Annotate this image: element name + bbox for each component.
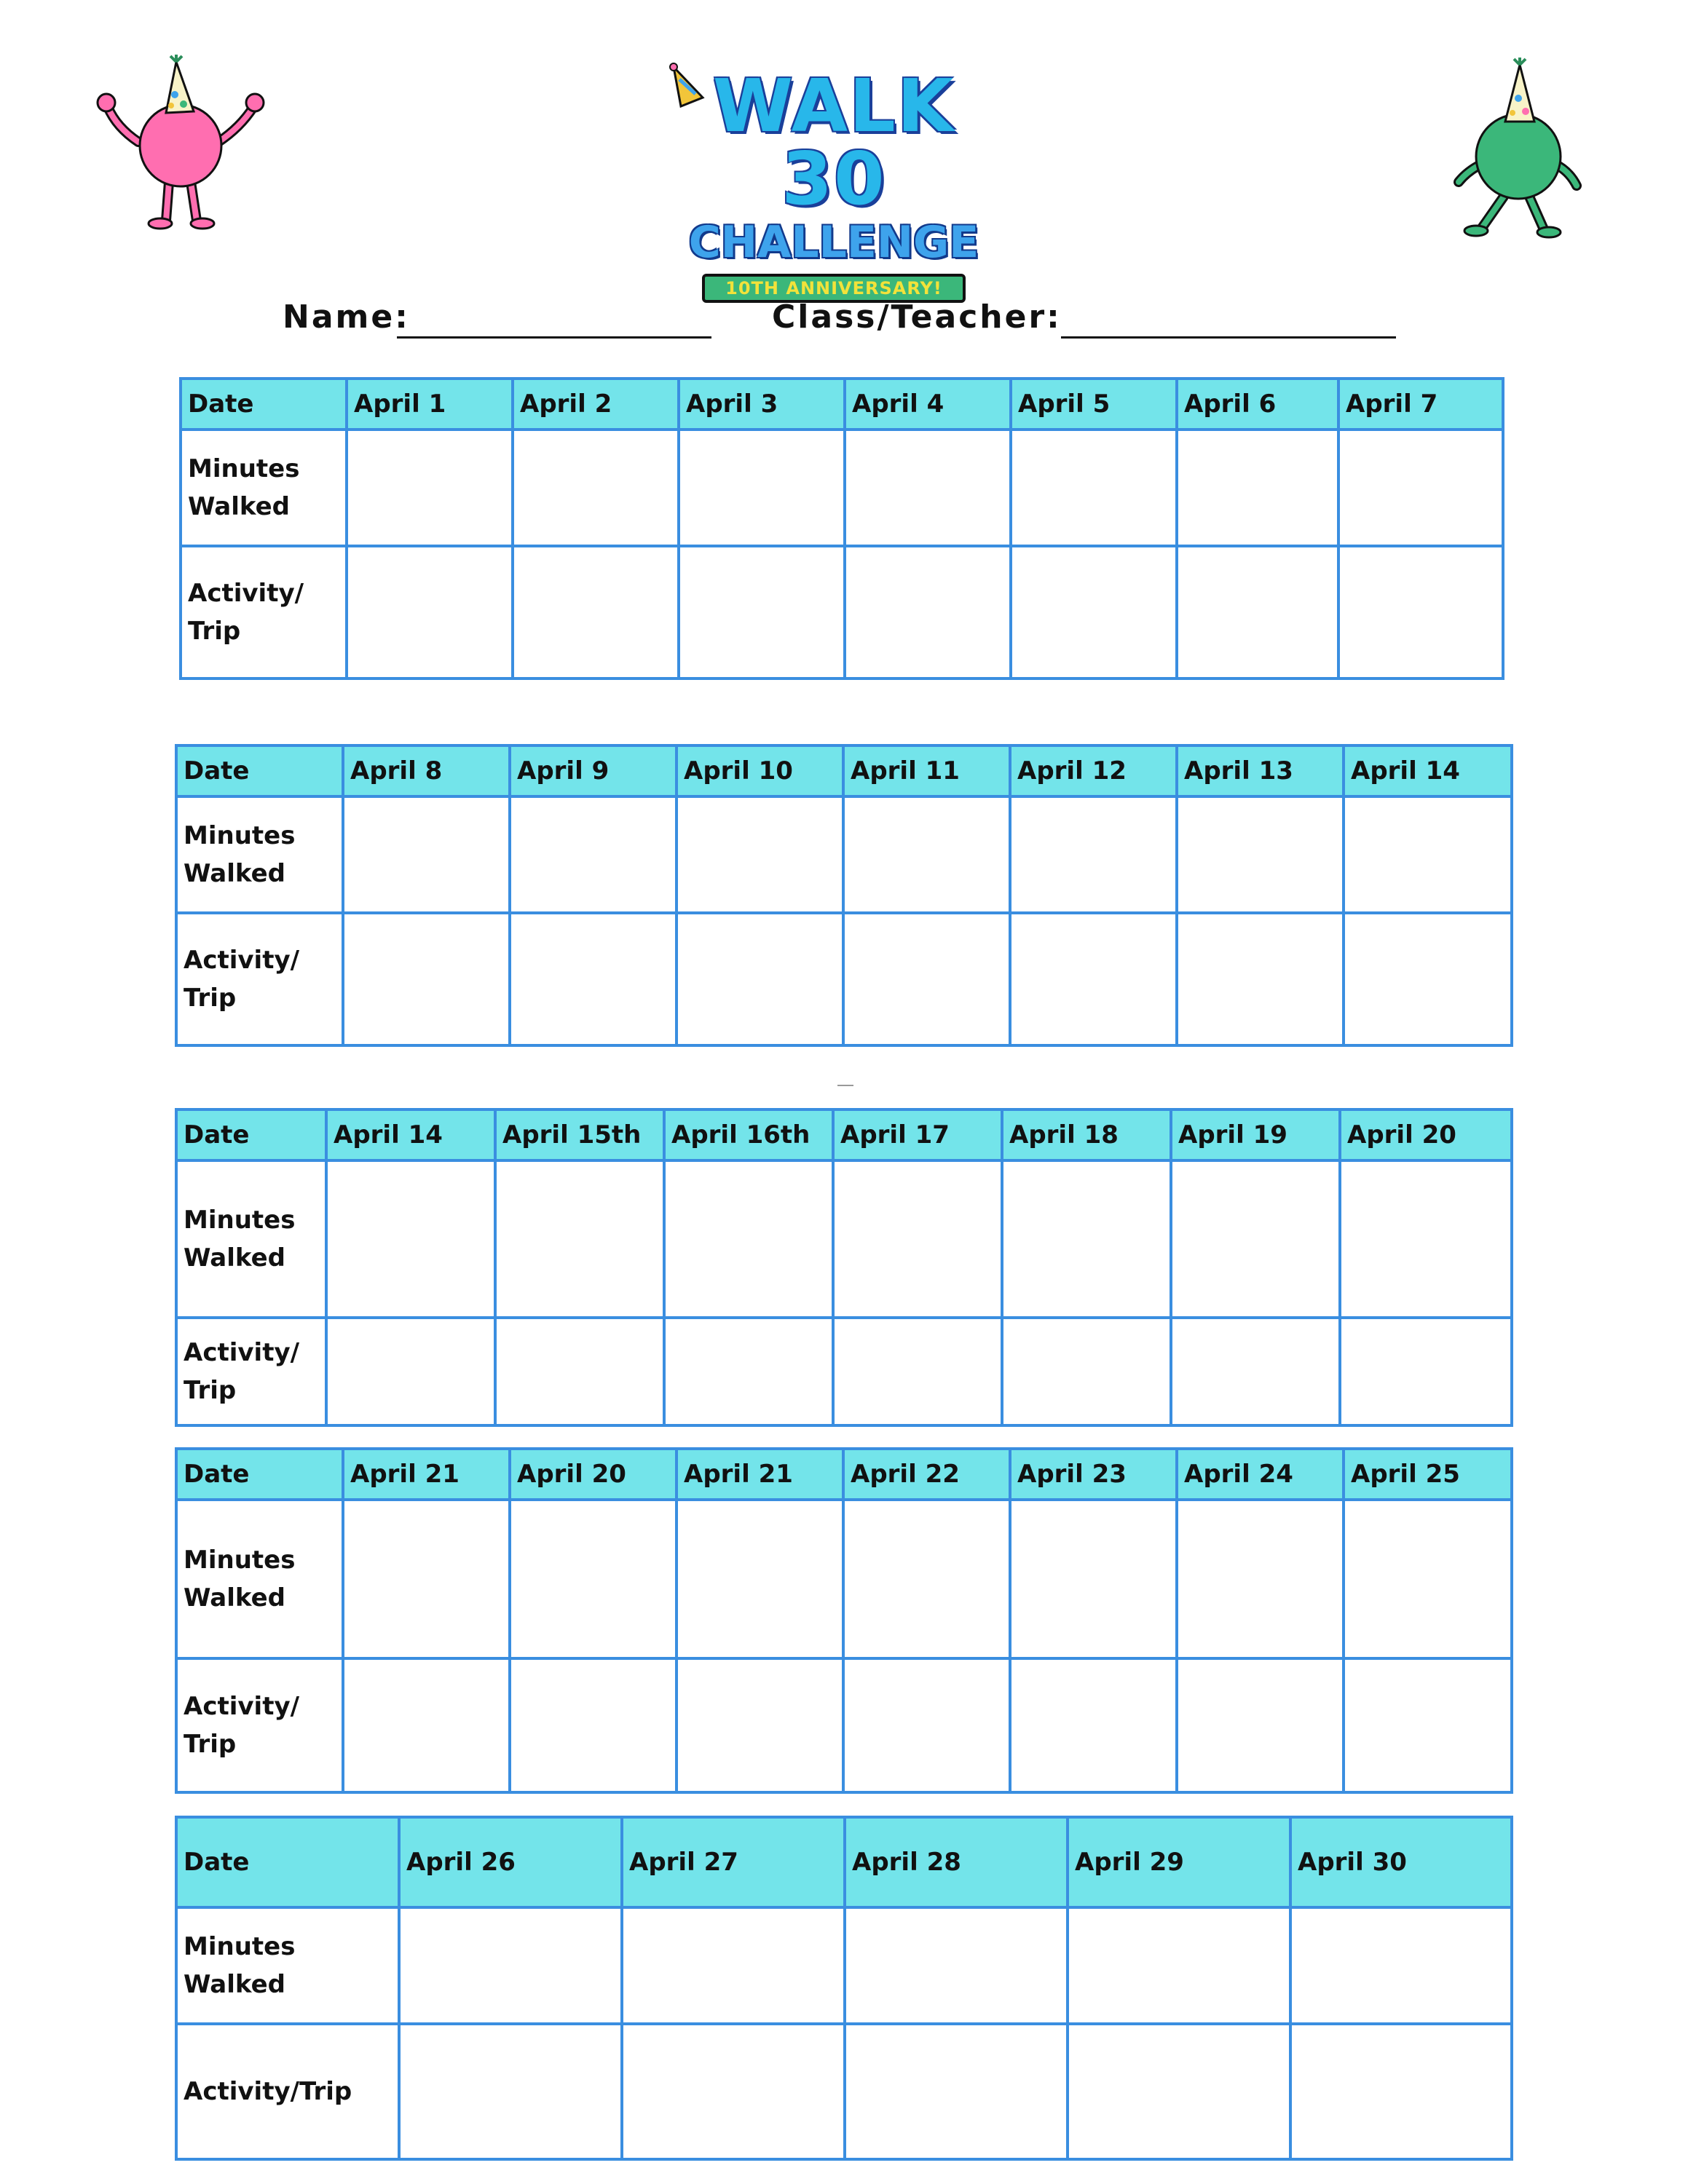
minutes-walked-label: Minutes Walked [176,796,343,913]
date-label: Date [176,1109,326,1160]
activity-cell[interactable] [1177,546,1338,678]
date-header: April 24 [1177,1449,1344,1500]
date-header: April 2 [513,379,679,430]
date-header: April 21 [343,1449,510,1500]
date-header: April 20 [510,1449,677,1500]
date-header: April 9 [510,745,677,796]
minutes-cell[interactable] [1002,1160,1171,1318]
activity-cell[interactable] [1344,913,1512,1045]
date-label: Date [181,379,347,430]
activity-cell[interactable] [343,1658,510,1792]
divider [837,1085,853,1086]
green-mascot-icon [1446,55,1591,244]
date-header: April 29 [1068,1817,1290,1907]
activity-cell[interactable] [664,1318,833,1425]
minutes-walked-label: Minutes Walked [181,430,347,546]
activity-cell[interactable] [677,913,843,1045]
date-header: April 14 [326,1109,495,1160]
date-header: April 30 [1290,1817,1512,1907]
activity-cell[interactable] [510,1658,677,1792]
activity-cell[interactable] [510,913,677,1045]
minutes-cell[interactable] [495,1160,664,1318]
date-header: April 10 [677,745,843,796]
minutes-walked-label: Minutes Walked [176,1907,399,2024]
date-header: April 25 [1344,1449,1512,1500]
date-header: April 5 [1011,379,1177,430]
logo-title: WALK 30 [712,63,955,221]
date-header: April 28 [845,1817,1068,1907]
date-header: April 18 [1002,1109,1171,1160]
activity-trip-label: Activity/ Trip [181,546,347,678]
date-header: April 12 [1010,745,1177,796]
minutes-cell[interactable] [622,1907,845,2024]
minutes-cell[interactable] [326,1160,495,1318]
activity-cell[interactable] [1290,2024,1512,2159]
date-header: April 19 [1171,1109,1340,1160]
activity-trip-label: Activity/Trip [176,2024,399,2159]
date-label: Date [176,1449,343,1500]
minutes-cell[interactable] [343,1500,510,1658]
activity-trip-label: Activity/ Trip [176,1318,326,1425]
log-table-week-1 [179,377,1504,680]
date-header: April 8 [343,745,510,796]
activity-cell[interactable] [1338,546,1503,678]
date-header: April 4 [845,379,1011,430]
activity-cell[interactable] [343,913,510,1045]
date-header: April 17 [833,1109,1002,1160]
minutes-cell[interactable] [347,430,513,546]
activity-cell[interactable] [1177,913,1344,1045]
log-table-week-5 [175,1816,1513,2161]
minutes-cell[interactable] [833,1160,1002,1318]
activity-cell[interactable] [347,546,513,678]
date-header: April 14 [1344,745,1512,796]
walk30-logo [659,57,1009,298]
minutes-cell[interactable] [1344,1500,1512,1658]
class-teacher-field[interactable] [1061,336,1396,339]
activity-cell[interactable] [1177,1658,1344,1792]
student-info-fields [0,298,1688,349]
minutes-cell[interactable] [513,430,679,546]
activity-cell[interactable] [845,2024,1068,2159]
minutes-cell[interactable] [1177,1500,1344,1658]
activity-cell[interactable] [843,1658,1010,1792]
date-header: April 27 [622,1817,845,1907]
log-table-week-3 [175,1108,1513,1427]
date-header: April 7 [1338,379,1503,430]
minutes-walked-label: Minutes Walked [176,1160,326,1318]
minutes-cell[interactable] [843,796,1010,913]
minutes-cell[interactable] [1011,430,1177,546]
activity-cell[interactable] [1340,1318,1512,1425]
minutes-walked-label: Minutes Walked [176,1500,343,1658]
date-label: Date [176,1817,399,1907]
minutes-cell[interactable] [1171,1160,1340,1318]
date-header: April 11 [843,745,1010,796]
date-header: April 26 [399,1817,622,1907]
minutes-cell[interactable] [1344,796,1512,913]
class-teacher-label: Class/Teacher: [772,298,1062,336]
date-header: April 6 [1177,379,1338,430]
logo-ribbon: 10TH ANNIVERSARY! [702,274,966,303]
activity-cell[interactable] [843,913,1010,1045]
activity-cell[interactable] [845,546,1011,678]
logo-subtitle: CHALLENGE [688,217,979,268]
minutes-cell[interactable] [1340,1160,1512,1318]
minutes-cell[interactable] [343,796,510,913]
pink-mascot-icon [87,55,277,237]
minutes-cell[interactable] [1177,796,1344,913]
activity-cell[interactable] [1010,1658,1177,1792]
minutes-cell[interactable] [843,1500,1010,1658]
activity-cell[interactable] [1002,1318,1171,1425]
name-field[interactable] [397,336,711,339]
activity-trip-label: Activity/ Trip [176,1658,343,1792]
log-table-week-4 [175,1447,1513,1794]
minutes-cell[interactable] [677,796,843,913]
activity-cell[interactable] [1344,1658,1512,1792]
date-header: April 16th [664,1109,833,1160]
party-hat-icon [666,61,710,112]
activity-cell[interactable] [399,2024,622,2159]
date-header: April 20 [1340,1109,1512,1160]
date-header: April 23 [1010,1449,1177,1500]
minutes-cell[interactable] [677,1500,843,1658]
activity-cell[interactable] [677,1658,843,1792]
activity-cell[interactable] [1010,913,1177,1045]
minutes-cell[interactable] [679,430,845,546]
activity-cell[interactable] [513,546,679,678]
log-table-week-2 [175,744,1513,1047]
minutes-cell[interactable] [399,1907,622,2024]
date-header: April 3 [679,379,845,430]
activity-cell[interactable] [326,1318,495,1425]
minutes-cell[interactable] [1010,796,1177,913]
minutes-cell[interactable] [1177,430,1338,546]
activity-cell[interactable] [495,1318,664,1425]
minutes-cell[interactable] [1338,430,1503,546]
minutes-cell[interactable] [664,1160,833,1318]
minutes-cell[interactable] [845,1907,1068,2024]
minutes-cell[interactable] [510,1500,677,1658]
date-header: April 15th [495,1109,664,1160]
minutes-cell[interactable] [1290,1907,1512,2024]
activity-cell[interactable] [622,2024,845,2159]
activity-trip-label: Activity/ Trip [176,913,343,1045]
minutes-cell[interactable] [510,796,677,913]
name-label: Name: [283,298,410,336]
activity-cell[interactable] [1068,2024,1290,2159]
activity-cell[interactable] [833,1318,1002,1425]
date-header: April 21 [677,1449,843,1500]
activity-cell[interactable] [1011,546,1177,678]
activity-cell[interactable] [679,546,845,678]
date-header: April 13 [1177,745,1344,796]
date-header: April 1 [347,379,513,430]
activity-cell[interactable] [1171,1318,1340,1425]
minutes-cell[interactable] [1010,1500,1177,1658]
date-header: April 22 [843,1449,1010,1500]
minutes-cell[interactable] [1068,1907,1290,2024]
date-label: Date [176,745,343,796]
minutes-cell[interactable] [845,430,1011,546]
